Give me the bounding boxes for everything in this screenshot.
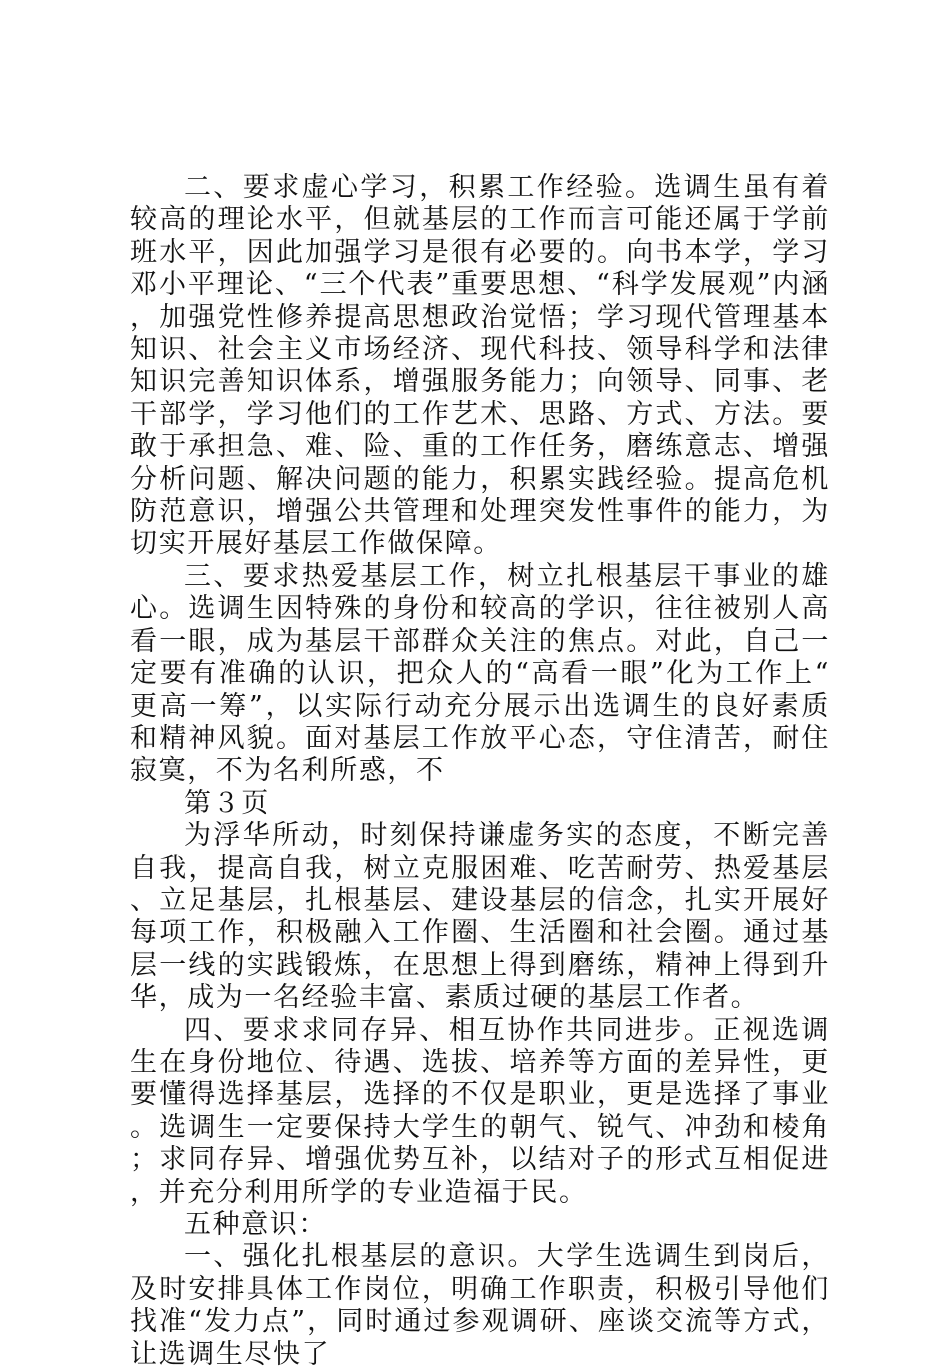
paragraph-rooted-awareness: 一、强化扎根基层的意识。大学生选调生到岗后，及时安排具体工作岗位，明确工作职责，积极引导他们找准“发力点”，同时通过参观调研、座谈交流等方式，让选调生尽快了 [130, 1241, 830, 1370]
paragraph-continuation: 为浮华所动，时刻保持谦虚务实的态度，不断完善自我，提高自我，树立克服困难、吃苦耐劳、热爱基层、立足基层，扎根基层、建设基层的信念，扎实开展好每项工作，积极融入工作圈、生活圈和社会圈。通过基层一线的实践锻炼，在思想上得到磨练，精神上得到升华，成为一名经验丰富、素质过硬的基层工作者。 [130, 820, 830, 1014]
page-number-marker: 第３页 [184, 787, 270, 819]
document-body [130, 172, 830, 1371]
heading-five-awareness: 五种意识： [184, 1209, 327, 1240]
paragraph-humble-learning: 二、要求虚心学习，积累工作经验。选调生虽有着较高的理论水平，但就基层的工作而言可能还属于学前班水平，因此加强学习是很有必要的。向书本学，学习邓小平理论、“三个代表”重要思想、“科学发展观”内涵，加强党性修养提高思想政治觉悟；学习现代管理基本知识、社会主义市场经济、现代科技、领导科学和法律知识完善知识体系，增强服务能力；向领导、同事、老干部学，学习他们的工作艺术、思路、方式、方法。要敢于承担急、难、险、重的工作任务，磨练意志、增强分析问题、解决问题的能力，积累实践经验。提高危机防范意识，增强公共管理和处理突发性事件的能力，为切实开展好基层工作做保障。 [130, 172, 830, 560]
paragraph-love-grassroots: 三、要求热爱基层工作，树立扎根基层干事业的雄心。选调生因特殊的身份和较高的学识，往往被别人高看一眼，成为基层干部群众关注的焦点。对此，自己一定要有准确的认识，把众人的“高看一眼”化为工作上“更高一筹”，以实际行动充分展示出选调生的良好素质和精神风貌。面对基层工作放平心态，守住清苦，耐住寂寞，不为名利所惑，不 [130, 560, 830, 787]
paragraph-cooperation: 四、要求求同存异、相互协作共同进步。正视选调生在身份地位、待遇、选拔、培养等方面的差异性，更要懂得选择基层，选择的不仅是职业，更是选择了事业。选调生一定要保持大学生的朝气、锐气、冲劲和棱角；求同存异、增强优势互补，以结对子的形式互相促进，并充分利用所学的专业造福于民。 [130, 1014, 830, 1208]
